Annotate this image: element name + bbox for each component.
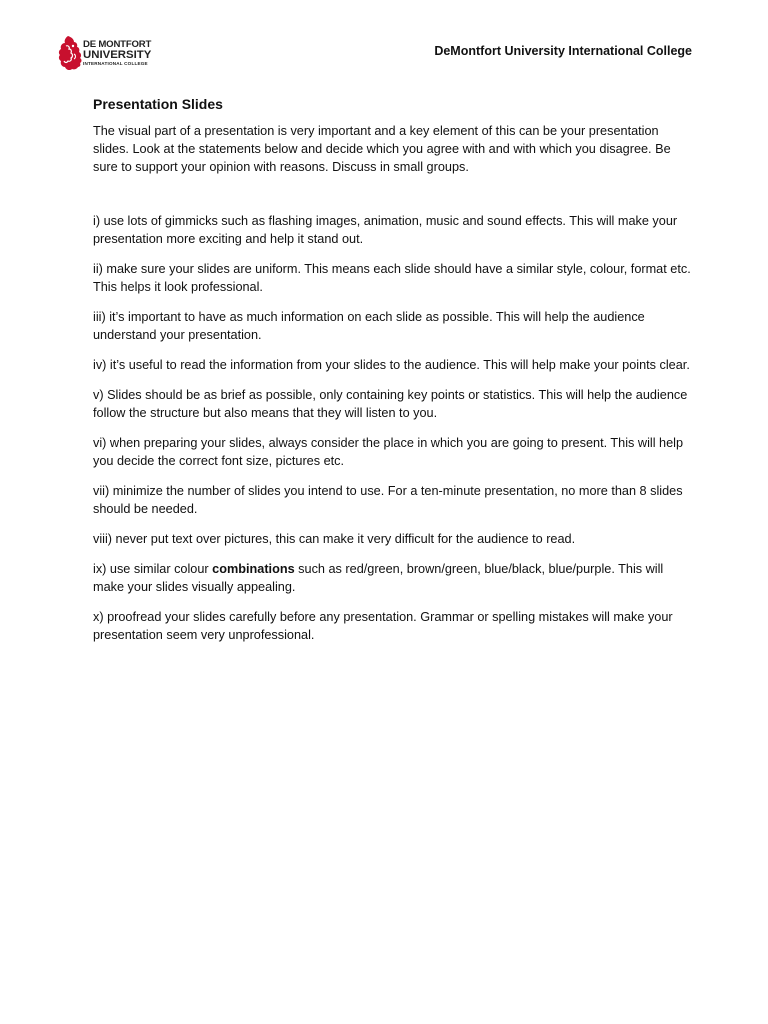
- logo-line-2: UNIVERSITY: [83, 48, 152, 61]
- statement-item: i) use lots of gimmicks such as flashing images, animation, music and sound effects. This will make your presentation more exciting and help it stand out.: [93, 214, 678, 246]
- statement-item: ii) make sure your slides are uniform. This means each slide should have a similar style, colour, format etc. This helps it look professional.: [93, 262, 691, 294]
- statement-item: vii) minimize the number of slides you intend to use. For a ten-minute presentation, no more than 8 slides should be needed.: [93, 484, 683, 516]
- intro-paragraph: The visual part of a presentation is very important and a key element of this can be your presentation slides. Look at the statements below and decide which you agree with and with which you disagree. Be sure to support your opinion with reasons. Discuss in small groups.: [93, 124, 671, 174]
- logo-line-3: INTERNATIONAL COLLEGE: [83, 61, 148, 66]
- statement-item: x) proofread your slides carefully before any presentation. Grammar or spelling mistakes will make your presentation seem very unprofessional.: [93, 610, 673, 642]
- statement-item: vi) when preparing your slides, always consider the place in which you are going to present. This will help you decide the correct font size, pictures etc.: [93, 436, 684, 468]
- logo-line-1: DE MONTFORT: [83, 39, 152, 50]
- statement-item: [93, 560, 693, 596]
- statement-text: ix) use similar colour: [93, 562, 213, 576]
- statement-item: iii) it’s important to have as much information on each slide as possible. This will help the audience understand your presentation.: [93, 310, 645, 342]
- statement-item: viii) never put text over pictures, this can make it very difficult for the audience to read.: [93, 532, 576, 546]
- statement-text: such as red/green, brown/green, blue/black, blue/purple. This will make your slides visually appealing.: [93, 562, 664, 594]
- document-body: [93, 95, 693, 656]
- statement-item: iv) it’s useful to read the information from your slides to the audience. This will help make your points clear.: [93, 358, 690, 372]
- logo-wordmark: [83, 40, 151, 67]
- header-title: DeMontfort University International College: [434, 44, 692, 58]
- statement-bold-word: combinations: [212, 562, 295, 576]
- lion-crest-icon: [56, 34, 84, 72]
- university-logo: [56, 34, 168, 72]
- statement-item: v) Slides should be as brief as possible, only containing key points or statistics. This will help the audience follow the structure but also means that they will listen to you.: [93, 388, 688, 420]
- page-title: Presentation Slides: [93, 96, 223, 112]
